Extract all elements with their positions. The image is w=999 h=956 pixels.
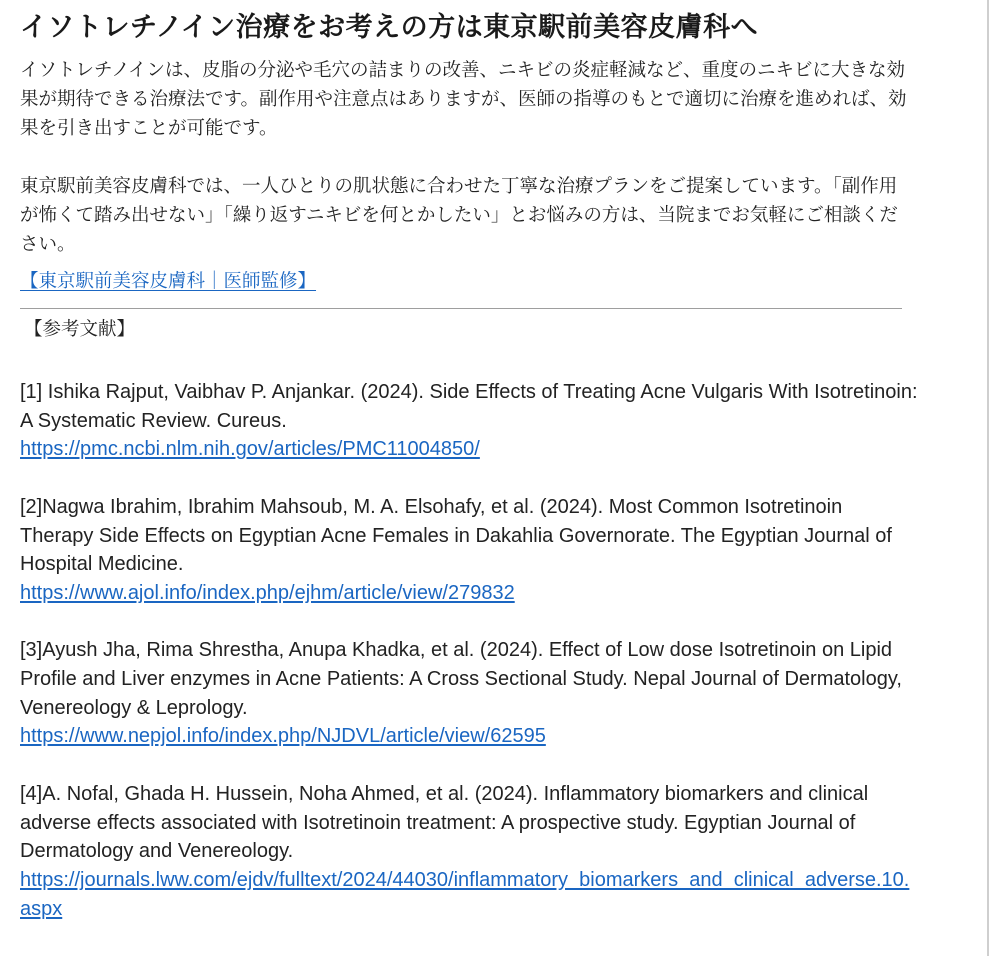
reference-url-link[interactable]: https://www.nepjol.info/index.php/NJDVL/article/view/62595: [20, 725, 546, 748]
section-divider: [20, 308, 902, 309]
page-title: イソトレチノイン治療をお考えの方は東京駅前美容皮膚科へ: [20, 12, 759, 43]
reference-citation: [1] Ishika Rajput, Vaibhav P. Anjankar. (2024). Side Effects of Treating Acne Vulgaris With Isotretinoin: A Systematic Review. Cureus.: [20, 381, 918, 432]
paragraph-gap: [20, 143, 987, 172]
clinic-paragraph: 東京駅前美容皮膚科では、一人ひとりの肌状態に合わせた丁寧な治療プランをご提案しています。「副作用が怖くて踏み出せない」「繰り返すニキビを何とかしたい」とお悩みの方は、当院までお気軽にご相談ください。: [20, 176, 898, 255]
references-list: [20, 378, 920, 923]
reference-citation: [4]A. Nofal, Ghada H. Hussein, Noha Ahmed, et al. (2024). Inflammatory biomarkers and clinical adverse effects associated with Isotretinoin treatment: A prospective study. Egyptian Journal of Dermatology and Venereology.: [20, 782, 869, 863]
intro-paragraph: イソトレチノインは、皮脂の分泌や毛穴の詰まりの改善、ニキビの炎症軽減など、重度のニキビに大きな効果が期待できる治療法です。副作用や注意点はありますが、医師の指導のもとで適切に治療を進めれば、効果を引き出すことが可能です。: [20, 60, 907, 139]
references-heading: 【参考文献】: [24, 319, 136, 340]
reference-citation: [3]Ayush Jha, Rima Shrestha, Anupa Khadka, et al. (2024). Effect of Low dose Isotretinoin on Lipid Profile and Liver enzymes in Acne Patients: A Cross Sectional Study. Nepal Journal of Dermatology, Venereology & Leprology.: [20, 639, 902, 719]
reference-url-link[interactable]: https://pmc.ncbi.nlm.nih.gov/articles/PMC11004850/: [20, 438, 480, 461]
reference-item: [20, 636, 920, 751]
supervisor-link[interactable]: 【東京駅前美容皮膚科｜医師監修】: [20, 271, 317, 292]
reference-citation: [2]Nagwa Ibrahim, Ibrahim Mahsoub, M. A. Elsohafy, et al. (2024). Most Common Isotretinoin Therapy Side Effects on Egyptian Acne Females in Dakahlia Governorate. The Egyptian Journal of Hospital Medicine.: [20, 495, 892, 576]
reference-item: [20, 780, 920, 924]
reference-item: [20, 493, 920, 608]
reference-url-link[interactable]: https://journals.lww.com/ejdv/fulltext/2024/44030/inflammatory_biomarkers_and_clinical_adverse.10.aspx: [20, 868, 910, 920]
reference-item: [20, 378, 920, 464]
reference-url-link[interactable]: https://www.ajol.info/index.php/ejhm/article/view/279832: [20, 581, 515, 604]
